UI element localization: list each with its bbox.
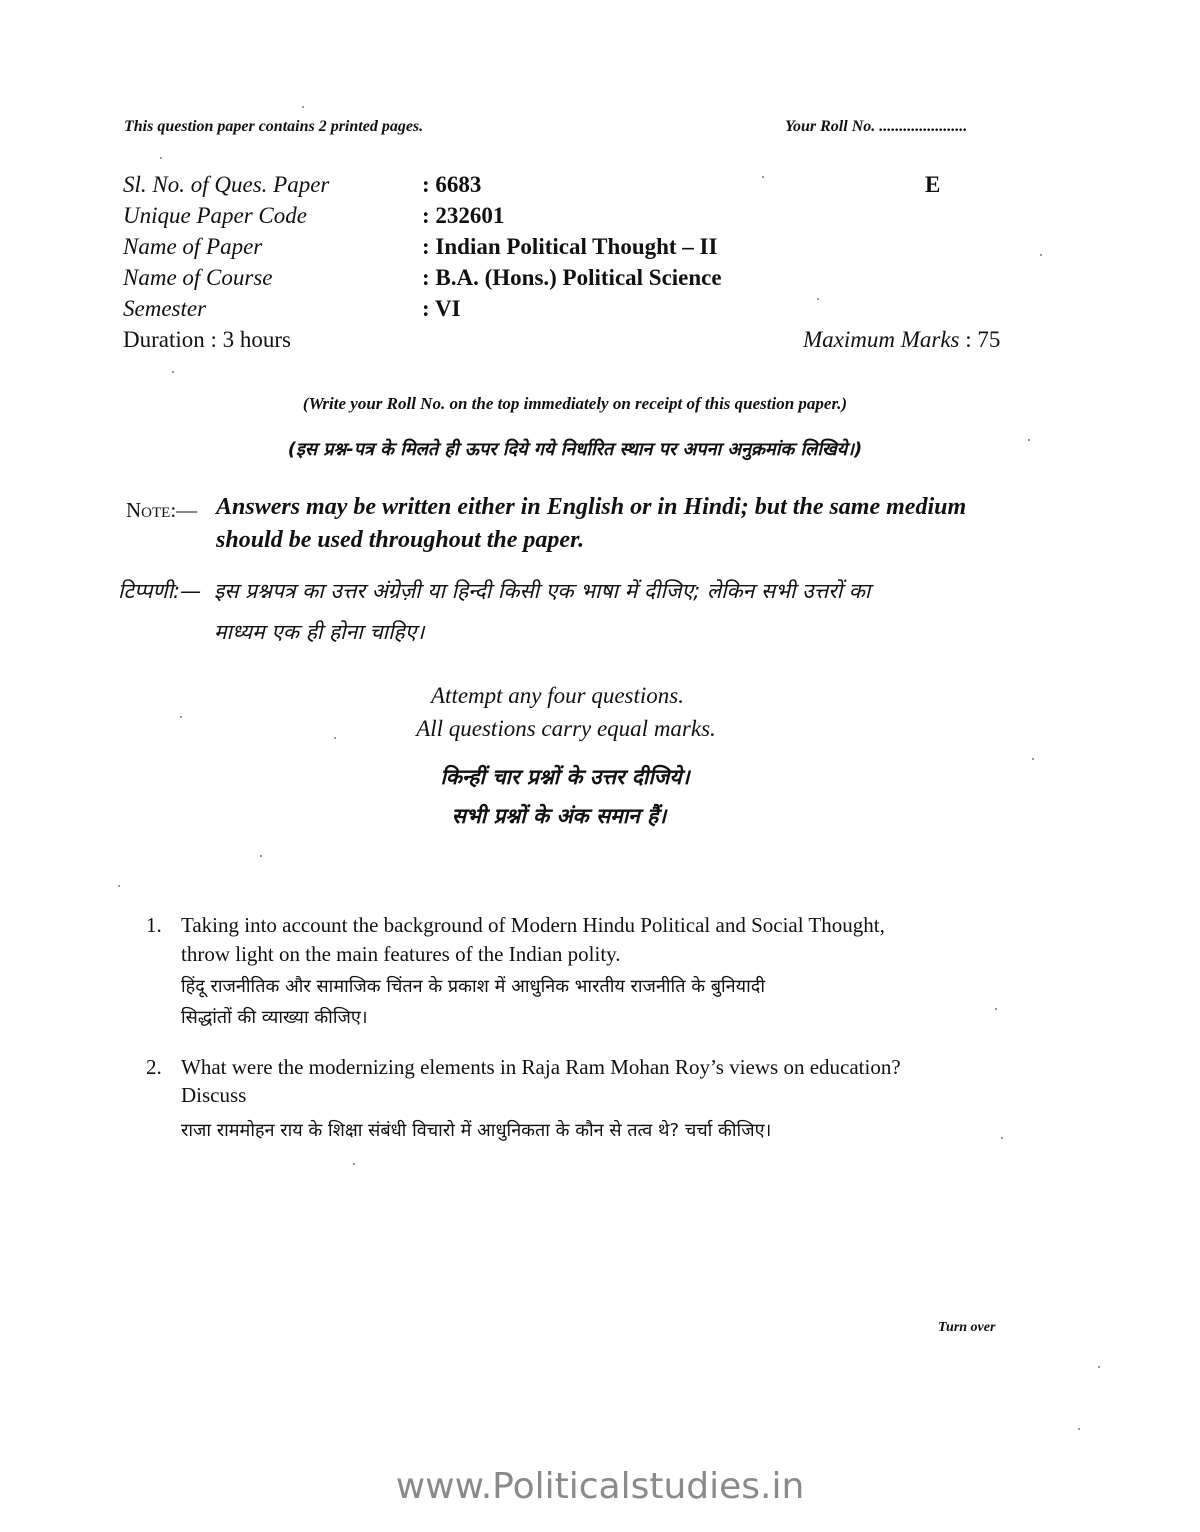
directions-hindi-equal-marks: सभी प्रश्नों के अंक समान हैं। bbox=[451, 804, 667, 828]
meta-value-paper-name: : Indian Political Thought – II bbox=[422, 234, 718, 259]
set-code: E bbox=[925, 172, 941, 197]
roll-number-field: Your Roll No. ...................... bbox=[785, 118, 968, 135]
meta-label-serial: Sl. No. of Ques. Paper bbox=[123, 172, 330, 197]
scan-speck bbox=[762, 176, 764, 178]
question-1-line-1: Taking into account the background of Modern Hindu Political and Social Thought, bbox=[181, 913, 885, 937]
max-marks bbox=[803, 327, 1000, 353]
question-2-hindi-line-1: राजा राममोहन राय के शिक्षा संबंधी विचारो में आधुनिकता के कौन से तत्व थे? चर्चा कीजिए। bbox=[181, 1120, 772, 1141]
scan-speck bbox=[1032, 758, 1034, 760]
meta-value-course: : B.A. (Hons.) Political Science bbox=[422, 265, 722, 290]
directions-attempt bbox=[0, 683, 1115, 709]
scan-speck bbox=[160, 157, 162, 159]
question-2-number: 2. bbox=[146, 1055, 162, 1079]
meta-label-course: Name of Course bbox=[123, 265, 273, 290]
directions-attempt-text: Attempt any four questions. bbox=[431, 683, 684, 708]
meta-value-paper-code: : 232601 bbox=[422, 203, 505, 228]
meta-label-paper-name: Name of Paper bbox=[123, 234, 263, 259]
max-marks-value: : 75 bbox=[965, 327, 1001, 352]
scan-speck bbox=[817, 298, 819, 300]
meta-label-paper-code: Unique Paper Code bbox=[123, 203, 307, 228]
question-1-hindi-line-1: हिंदू राजनीतिक और सामाजिक चिंतन के प्रकाश में आधुनिक भारतीय राजनीति के बुनियादी bbox=[181, 976, 765, 997]
directions-equal-marks: All questions carry equal marks. bbox=[416, 716, 716, 741]
scan-speck bbox=[1001, 1137, 1003, 1139]
website-watermark: www.Politicalstudies.in bbox=[395, 1466, 805, 1507]
scan-speck bbox=[995, 1008, 997, 1010]
scan-speck bbox=[334, 737, 336, 739]
directions-hindi-attempt: किन्हीं चार प्रश्नों के उत्तर दीजिये। bbox=[440, 765, 690, 789]
note-label: Note:— bbox=[126, 498, 198, 522]
scan-speck bbox=[353, 1163, 355, 1165]
note-hindi-label: टिप्पणी:— bbox=[118, 579, 202, 603]
question-2-line-1: What were the modernizing elements in Raja Ram Mohan Roy’s views on education? bbox=[181, 1055, 901, 1079]
max-marks-label: Maximum Marks bbox=[803, 327, 960, 352]
instruction-hindi: (इस प्रश्न-पत्र के मिलते ही ऊपर दिये गये निर्धारित स्थान पर अपना अनुक्रमांक लिखिये।) bbox=[287, 439, 863, 460]
note-hindi-line-2: माध्यम एक ही होना चाहिए। bbox=[214, 620, 425, 644]
meta-value-semester: : VI bbox=[422, 296, 461, 321]
question-1-line-2: throw light on the main features of the Indian polity. bbox=[181, 942, 621, 966]
scan-speck bbox=[1098, 1366, 1100, 1368]
instruction-english: (Write your Roll No. on the top immediately on receipt of this question paper.) bbox=[302, 394, 848, 413]
scan-speck bbox=[1028, 439, 1030, 441]
meta-value-serial: : 6683 bbox=[422, 172, 482, 197]
duration-text: Duration : 3 hours bbox=[123, 327, 292, 352]
meta-label-semester: Semester bbox=[123, 296, 207, 321]
note-line-2: should be used throughout the paper. bbox=[216, 527, 585, 553]
question-1-number: 1. bbox=[146, 913, 162, 937]
pages-note: This question paper contains 2 printed pages. bbox=[124, 118, 424, 135]
scan-speck bbox=[260, 855, 262, 857]
duration bbox=[123, 327, 291, 353]
scan-speck bbox=[118, 885, 120, 887]
scan-speck bbox=[172, 371, 174, 373]
scan-speck bbox=[302, 106, 304, 108]
scan-speck bbox=[1040, 254, 1042, 256]
question-2-line-2: Discuss bbox=[181, 1083, 247, 1107]
scan-speck bbox=[180, 716, 182, 718]
scan-speck bbox=[1078, 1428, 1080, 1430]
note-line-1: Answers may be written either in English or in Hindi; but the same medium bbox=[216, 494, 967, 520]
turn-over-label: Turn over bbox=[938, 1320, 996, 1335]
note-hindi-line-1: इस प्रश्नपत्र का उत्तर अंग्रेज़ी या हिन्दी किसी एक भाषा में दीजिए; लेकिन सभी उत्तरों का bbox=[214, 579, 871, 603]
question-1-hindi-line-2: सिद्धांतों की व्याख्या कीजिए। bbox=[181, 1007, 368, 1028]
